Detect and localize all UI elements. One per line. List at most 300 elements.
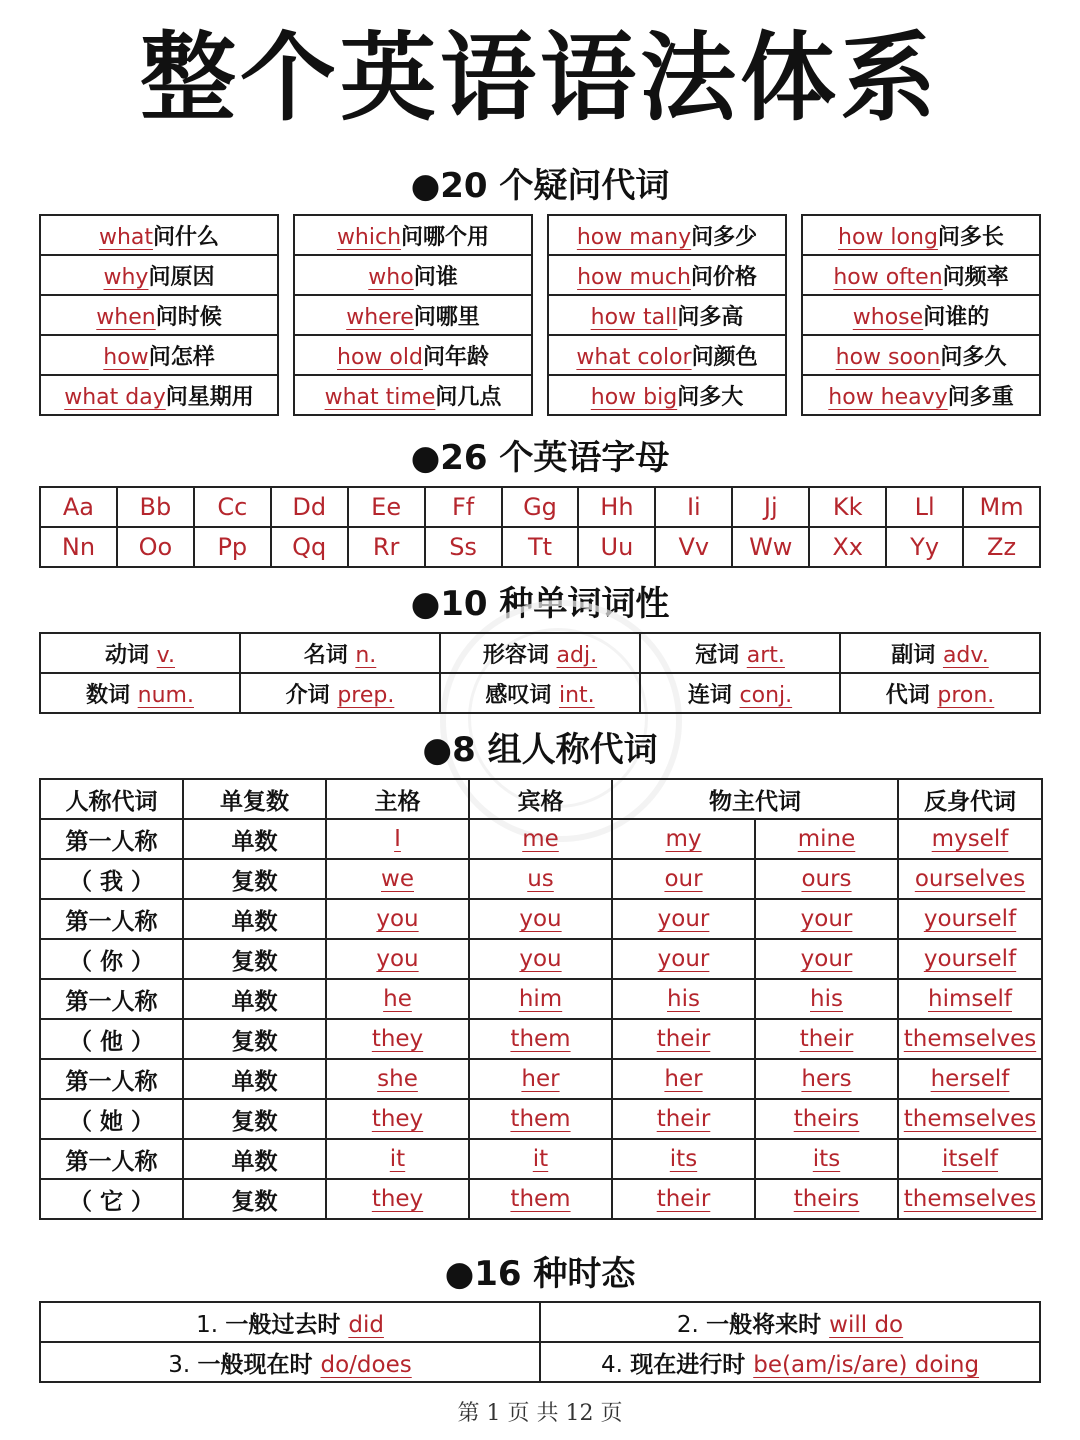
- pronoun-form-cell: [755, 1059, 898, 1099]
- letter-cell: Tt: [502, 527, 579, 567]
- pos-row: [40, 633, 1040, 673]
- pronoun-row: [40, 1139, 1042, 1179]
- pronoun-form: them: [510, 1026, 571, 1052]
- pos-zh: 数词: [86, 682, 138, 708]
- letter-cell: Mm: [963, 487, 1040, 527]
- question-word-zh: 问多重: [947, 384, 1014, 410]
- pronoun-form-cell: [612, 1059, 755, 1099]
- question-word-zh: 问原因: [148, 264, 215, 290]
- pronoun-row: [40, 979, 1042, 1019]
- question-word-row: [40, 255, 278, 295]
- pronoun-form-cell: [469, 1139, 612, 1179]
- question-word-en: how many: [576, 224, 692, 250]
- question-word-row: [40, 295, 278, 335]
- pos-en: adj.: [556, 642, 598, 668]
- pronoun-form-cell: [755, 939, 898, 979]
- question-word-zh: 问几点: [435, 384, 502, 410]
- page-footer: 第 1 页 共 12 页: [457, 1401, 623, 1426]
- pronoun-form-cell: [612, 1099, 755, 1139]
- tense-row: [40, 1342, 1040, 1382]
- pronoun-form-cell: [326, 1139, 469, 1179]
- pronoun-header-cell: 物主代词: [612, 779, 898, 819]
- section-title-question-words: ●20 个疑问代词: [410, 166, 670, 206]
- pronoun-label-cell: （ 他 ）: [40, 1019, 183, 1059]
- pos-zh: 形容词: [482, 642, 557, 668]
- question-word-row: [548, 255, 786, 295]
- letter-cell: Ff: [425, 487, 502, 527]
- pronoun-form-cell: [898, 1099, 1042, 1139]
- pronoun-form-cell: [326, 1179, 469, 1219]
- question-word-cell: [294, 295, 532, 335]
- pronoun-form: you: [519, 906, 562, 932]
- tense-form: do/does: [320, 1351, 412, 1378]
- pronoun-form: theirs: [793, 1106, 860, 1132]
- pronoun-form: our: [664, 866, 703, 892]
- tense-cell: [540, 1302, 1040, 1342]
- parts-of-speech-table: [39, 632, 1041, 714]
- pronoun-form-cell: [326, 859, 469, 899]
- letter-cell: Kk: [809, 487, 886, 527]
- pronoun-form-cell: [469, 939, 612, 979]
- question-word-group: [39, 214, 279, 416]
- pronoun-header-cell: 主格: [326, 779, 469, 819]
- pronoun-label-cell: （ 你 ）: [40, 939, 183, 979]
- pronoun-form-cell: [755, 1179, 898, 1219]
- pronoun-form-cell: [326, 1099, 469, 1139]
- pos-en: pron.: [937, 682, 995, 708]
- question-word-cell: [802, 215, 1040, 255]
- pronoun-form-cell: [612, 899, 755, 939]
- pronoun-form-cell: [469, 979, 612, 1019]
- question-word-zh: 问多少: [691, 224, 758, 250]
- tense-name: 一般过去时: [225, 1311, 349, 1338]
- tense-cell: [540, 1342, 1040, 1382]
- pronoun-row: [40, 1099, 1042, 1139]
- pronoun-form-cell: [469, 1019, 612, 1059]
- question-word-zh: 问多久: [940, 344, 1007, 370]
- question-word-en: how long: [838, 224, 938, 250]
- pronoun-form: they: [371, 1026, 424, 1052]
- question-word-cell: [40, 295, 278, 335]
- pos-cell: [640, 633, 840, 673]
- letter-cell: Uu: [578, 527, 655, 567]
- pronoun-label-cell: 单数: [183, 819, 326, 859]
- pronoun-form: it: [532, 1146, 549, 1172]
- tense-name: 一般将来时: [706, 1311, 830, 1338]
- pronoun-form: hers: [801, 1066, 852, 1092]
- pronoun-form: themselves: [903, 1026, 1037, 1052]
- question-word-cell: [548, 215, 786, 255]
- pronoun-form: himself: [928, 986, 1012, 1012]
- letter-cell: Yy: [886, 527, 963, 567]
- question-word-zh: 问怎样: [148, 344, 215, 370]
- letter-cell: Rr: [348, 527, 425, 567]
- pronoun-form: themselves: [903, 1186, 1037, 1212]
- pos-en: num.: [137, 682, 194, 708]
- pronoun-form-cell: [898, 979, 1042, 1019]
- pronoun-row: [40, 1019, 1042, 1059]
- question-word-zh: 问年龄: [422, 344, 489, 370]
- letter-cell: Hh: [578, 487, 655, 527]
- pronoun-form-cell: [898, 1019, 1042, 1059]
- pronoun-label-cell: 第一人称: [40, 979, 183, 1019]
- pronoun-label-cell: （ 我 ）: [40, 859, 183, 899]
- question-word-table: [801, 214, 1041, 416]
- question-word-en: what color: [576, 344, 692, 370]
- pronoun-form: yourself: [923, 946, 1017, 972]
- pos-zh: 动词: [105, 642, 157, 668]
- pronoun-form-cell: [898, 939, 1042, 979]
- letter-cell: Bb: [117, 487, 194, 527]
- section-title-parts-of-speech: ●10 种单词词性: [410, 584, 670, 624]
- letter-cell: Vv: [655, 527, 732, 567]
- letter-cell: Aa: [40, 487, 117, 527]
- pronoun-form: their: [656, 1026, 711, 1052]
- tense-name: 现在进行时: [630, 1351, 754, 1378]
- pronoun-label-cell: 单数: [183, 899, 326, 939]
- pronoun-form-cell: [755, 819, 898, 859]
- question-word-zh: 问谁的: [923, 304, 990, 330]
- pronoun-form-cell: [755, 1099, 898, 1139]
- pronoun-form: us: [527, 866, 554, 892]
- tense-number: 3.: [168, 1351, 198, 1378]
- letter-cell: Xx: [809, 527, 886, 567]
- letter-cell: Dd: [271, 487, 348, 527]
- pronoun-form-cell: [755, 1139, 898, 1179]
- pronoun-form-cell: [755, 859, 898, 899]
- letter-cell: Jj: [732, 487, 809, 527]
- section-title-pronouns: ●8 组人称代词: [422, 730, 658, 770]
- tense-row: [40, 1302, 1040, 1342]
- pos-en: n.: [355, 642, 377, 668]
- pos-row: [40, 673, 1040, 713]
- question-word-en: who: [368, 264, 414, 290]
- question-word-en: what time: [324, 384, 436, 410]
- pronoun-form-cell: [898, 1059, 1042, 1099]
- question-word-cell: [802, 375, 1040, 415]
- pos-en: v.: [156, 642, 175, 668]
- tense-form: will do: [829, 1311, 904, 1338]
- question-word-zh: 问什么: [153, 224, 220, 250]
- pronoun-form: their: [799, 1026, 854, 1052]
- pronoun-form: yourself: [923, 906, 1017, 932]
- pronoun-label-cell: 复数: [183, 859, 326, 899]
- question-word-row: [294, 335, 532, 375]
- pronoun-form-cell: [612, 1139, 755, 1179]
- pos-zh: 代词: [885, 682, 938, 708]
- pronoun-row: [40, 899, 1042, 939]
- question-word-cell: [548, 255, 786, 295]
- question-word-zh: 问频率: [942, 264, 1009, 290]
- pronoun-header-cell: 人称代词: [40, 779, 183, 819]
- pronoun-form: theirs: [793, 1186, 860, 1212]
- letter-cell: Oo: [117, 527, 194, 567]
- pronoun-form: his: [810, 986, 843, 1012]
- question-word-en: whose: [852, 304, 924, 330]
- question-word-row: [40, 375, 278, 415]
- pronoun-form-cell: [612, 859, 755, 899]
- pronoun-form: its: [812, 1146, 841, 1172]
- pronoun-form: he: [383, 986, 412, 1012]
- pronoun-row: [40, 819, 1042, 859]
- question-word-row: [294, 375, 532, 415]
- pronoun-form-cell: [612, 1179, 755, 1219]
- pos-en: adv.: [942, 642, 989, 668]
- pronoun-label-cell: 复数: [183, 939, 326, 979]
- pronoun-form: they: [371, 1186, 424, 1212]
- question-word-group: [801, 214, 1041, 416]
- pronoun-row: [40, 939, 1042, 979]
- question-word-cell: [294, 255, 532, 295]
- pronoun-form: they: [371, 1106, 424, 1132]
- pronoun-form-cell: [898, 859, 1042, 899]
- pronoun-form: him: [518, 986, 563, 1012]
- section-title-tenses: ●16 种时态: [444, 1254, 636, 1294]
- question-word-group: [547, 214, 787, 416]
- question-word-en: how soon: [835, 344, 941, 370]
- pronoun-form-cell: [755, 899, 898, 939]
- pronoun-form: she: [377, 1066, 418, 1092]
- question-word-table: [39, 214, 279, 416]
- pronoun-form: ourselves: [914, 866, 1026, 892]
- letters-table: [39, 486, 1041, 568]
- pos-cell: [40, 673, 240, 713]
- pronoun-label-cell: 复数: [183, 1019, 326, 1059]
- pronoun-form: me: [522, 826, 559, 852]
- letter-cell: Pp: [194, 527, 271, 567]
- pronoun-form: myself: [931, 826, 1009, 852]
- pos-cell: [840, 633, 1040, 673]
- letter-cell: Qq: [271, 527, 348, 567]
- pronoun-form: them: [510, 1106, 571, 1132]
- question-word-cell: [294, 375, 532, 415]
- pronoun-form-cell: [612, 979, 755, 1019]
- letter-cell: Ss: [425, 527, 502, 567]
- pronoun-form-cell: [326, 1059, 469, 1099]
- pronoun-form: you: [376, 906, 419, 932]
- question-word-row: [548, 295, 786, 335]
- letter-cell: Nn: [40, 527, 117, 567]
- pos-en: art.: [746, 642, 785, 668]
- question-word-cell: [548, 295, 786, 335]
- pronoun-form-cell: [898, 899, 1042, 939]
- question-word-row: [40, 335, 278, 375]
- pos-zh: 感叹词: [485, 682, 559, 708]
- question-word-zh: 问谁: [413, 264, 458, 290]
- pronoun-form: ours: [801, 866, 852, 892]
- pronoun-form-cell: [469, 1099, 612, 1139]
- question-word-cell: [40, 335, 278, 375]
- tense-cell: [40, 1302, 540, 1342]
- pronoun-form: mine: [797, 826, 856, 852]
- question-word-en: why: [103, 264, 149, 290]
- question-word-en: what day: [64, 384, 166, 410]
- pronoun-label-cell: 单数: [183, 1139, 326, 1179]
- pronoun-form: herself: [930, 1066, 1010, 1092]
- pronoun-form: his: [667, 986, 700, 1012]
- pos-en: prep.: [337, 682, 395, 708]
- pronoun-form: its: [669, 1146, 698, 1172]
- pronoun-form: my: [665, 826, 702, 852]
- question-word-zh: 问价格: [690, 264, 757, 290]
- pos-zh: 连词: [687, 682, 740, 708]
- pronoun-form-cell: [469, 1179, 612, 1219]
- question-word-row: [802, 295, 1040, 335]
- pronoun-form: you: [519, 946, 562, 972]
- question-word-en: where: [346, 304, 414, 330]
- pronoun-form-cell: [469, 859, 612, 899]
- pronoun-label-cell: 单数: [183, 1059, 326, 1099]
- pronoun-form-cell: [755, 1019, 898, 1059]
- pronoun-form: them: [510, 1186, 571, 1212]
- pronoun-form: her: [521, 1066, 560, 1092]
- pronouns-table: [39, 778, 1043, 1220]
- pronoun-form: we: [381, 866, 414, 892]
- pronoun-label-cell: （ 她 ）: [40, 1099, 183, 1139]
- letter-cell: Ii: [655, 487, 732, 527]
- letters-row: [40, 487, 1040, 527]
- question-word-row: [548, 335, 786, 375]
- tenses-table: [39, 1301, 1041, 1383]
- question-word-zh: 问时候: [155, 304, 222, 330]
- pronoun-form: your: [800, 906, 853, 932]
- pronoun-header-cell: 单复数: [183, 779, 326, 819]
- pronoun-form-cell: [326, 899, 469, 939]
- question-word-zh: 问多高: [677, 304, 744, 330]
- pronoun-form-cell: [326, 819, 469, 859]
- question-word-en: what: [98, 224, 154, 250]
- question-word-zh: 问哪里: [413, 304, 480, 330]
- question-word-cell: [802, 295, 1040, 335]
- pronoun-header-cell: 反身代词: [898, 779, 1042, 819]
- question-word-row: [294, 255, 532, 295]
- question-word-en: when: [96, 304, 156, 330]
- pos-zh: 介词: [285, 682, 338, 708]
- pronoun-header-cell: 宾格: [469, 779, 612, 819]
- tense-number: 1.: [196, 1311, 226, 1338]
- question-word-en: how: [103, 344, 149, 370]
- letters-row: [40, 527, 1040, 567]
- question-word-cell: [294, 215, 532, 255]
- pos-en: int.: [558, 682, 595, 708]
- question-word-group: [293, 214, 533, 416]
- letter-cell: Zz: [963, 527, 1040, 567]
- pronoun-form: your: [800, 946, 853, 972]
- pos-zh: 冠词: [695, 642, 747, 668]
- section-title-letters: ●26 个英语字母: [410, 438, 670, 478]
- pronoun-form: your: [657, 946, 710, 972]
- pronoun-form-cell: [326, 979, 469, 1019]
- pronoun-label-cell: 第一人称: [40, 819, 183, 859]
- pronoun-form: themselves: [903, 1106, 1037, 1132]
- pronoun-label-cell: 单数: [183, 979, 326, 1019]
- question-word-row: [802, 335, 1040, 375]
- pronoun-header-row: [40, 779, 1042, 819]
- pronoun-label-cell: 复数: [183, 1179, 326, 1219]
- pronoun-label-cell: 复数: [183, 1099, 326, 1139]
- question-word-row: [802, 255, 1040, 295]
- pronoun-form-cell: [469, 819, 612, 859]
- pronoun-form: their: [656, 1106, 711, 1132]
- question-word-en: how big: [590, 384, 678, 410]
- letter-cell: Ee: [348, 487, 425, 527]
- pronoun-form-cell: [898, 1179, 1042, 1219]
- question-word-en: how heavy: [828, 384, 948, 410]
- question-word-zh: 问多长: [937, 224, 1004, 250]
- tense-cell: [40, 1342, 540, 1382]
- tense-form: did: [348, 1311, 384, 1338]
- pronoun-form: it: [389, 1146, 406, 1172]
- pos-cell: [240, 673, 440, 713]
- pos-zh: 副词: [891, 642, 943, 668]
- pos-cell: [440, 633, 640, 673]
- letter-cell: Ll: [886, 487, 963, 527]
- pronoun-row: [40, 1179, 1042, 1219]
- pos-cell: [840, 673, 1040, 713]
- pronoun-form-cell: [898, 819, 1042, 859]
- question-word-row: [294, 215, 532, 255]
- question-word-cell: [802, 255, 1040, 295]
- pos-cell: [640, 673, 840, 713]
- pronoun-form: their: [656, 1186, 711, 1212]
- pronoun-form-cell: [326, 1019, 469, 1059]
- question-word-cell: [40, 255, 278, 295]
- pos-cell: [40, 633, 240, 673]
- question-word-row: [40, 215, 278, 255]
- tense-form: be(am/is/are) doing: [753, 1351, 980, 1378]
- pronoun-label-cell: 第一人称: [40, 1139, 183, 1179]
- pronoun-form-cell: [326, 939, 469, 979]
- question-word-zh: 问星期用: [165, 384, 254, 410]
- pronoun-form: I: [394, 826, 401, 852]
- pos-cell: [240, 633, 440, 673]
- pronoun-row: [40, 859, 1042, 899]
- question-word-row: [802, 215, 1040, 255]
- pronoun-form-cell: [755, 979, 898, 1019]
- question-word-cell: [40, 375, 278, 415]
- question-word-row: [802, 375, 1040, 415]
- question-word-cell: [548, 375, 786, 415]
- question-word-table: [293, 214, 533, 416]
- pronoun-label-cell: （ 它 ）: [40, 1179, 183, 1219]
- page-title: 整个英语语法体系: [140, 22, 940, 134]
- pos-zh: 名词: [303, 642, 356, 668]
- question-word-en: how often: [833, 264, 943, 290]
- question-word-cell: [802, 335, 1040, 375]
- question-word-row: [548, 375, 786, 415]
- pos-cell: [440, 673, 640, 713]
- question-word-cell: [548, 335, 786, 375]
- pronoun-form-cell: [469, 899, 612, 939]
- letter-cell: Ww: [732, 527, 809, 567]
- pronoun-label-cell: 第一人称: [40, 899, 183, 939]
- pronoun-label-cell: 第一人称: [40, 1059, 183, 1099]
- pronoun-form-cell: [469, 1059, 612, 1099]
- question-word-row: [548, 215, 786, 255]
- tense-name: 一般现在时: [197, 1351, 321, 1378]
- tense-number: 4.: [600, 1351, 631, 1378]
- question-word-cell: [294, 335, 532, 375]
- letter-cell: Gg: [502, 487, 579, 527]
- question-word-zh: 问多大: [677, 384, 744, 410]
- question-word-zh: 问哪个用: [401, 224, 490, 250]
- pronoun-form: your: [657, 906, 710, 932]
- tense-number: 2.: [676, 1311, 707, 1338]
- question-word-table: [547, 214, 787, 416]
- question-word-cell: [40, 215, 278, 255]
- pronoun-form: you: [376, 946, 419, 972]
- question-word-en: how tall: [590, 304, 678, 330]
